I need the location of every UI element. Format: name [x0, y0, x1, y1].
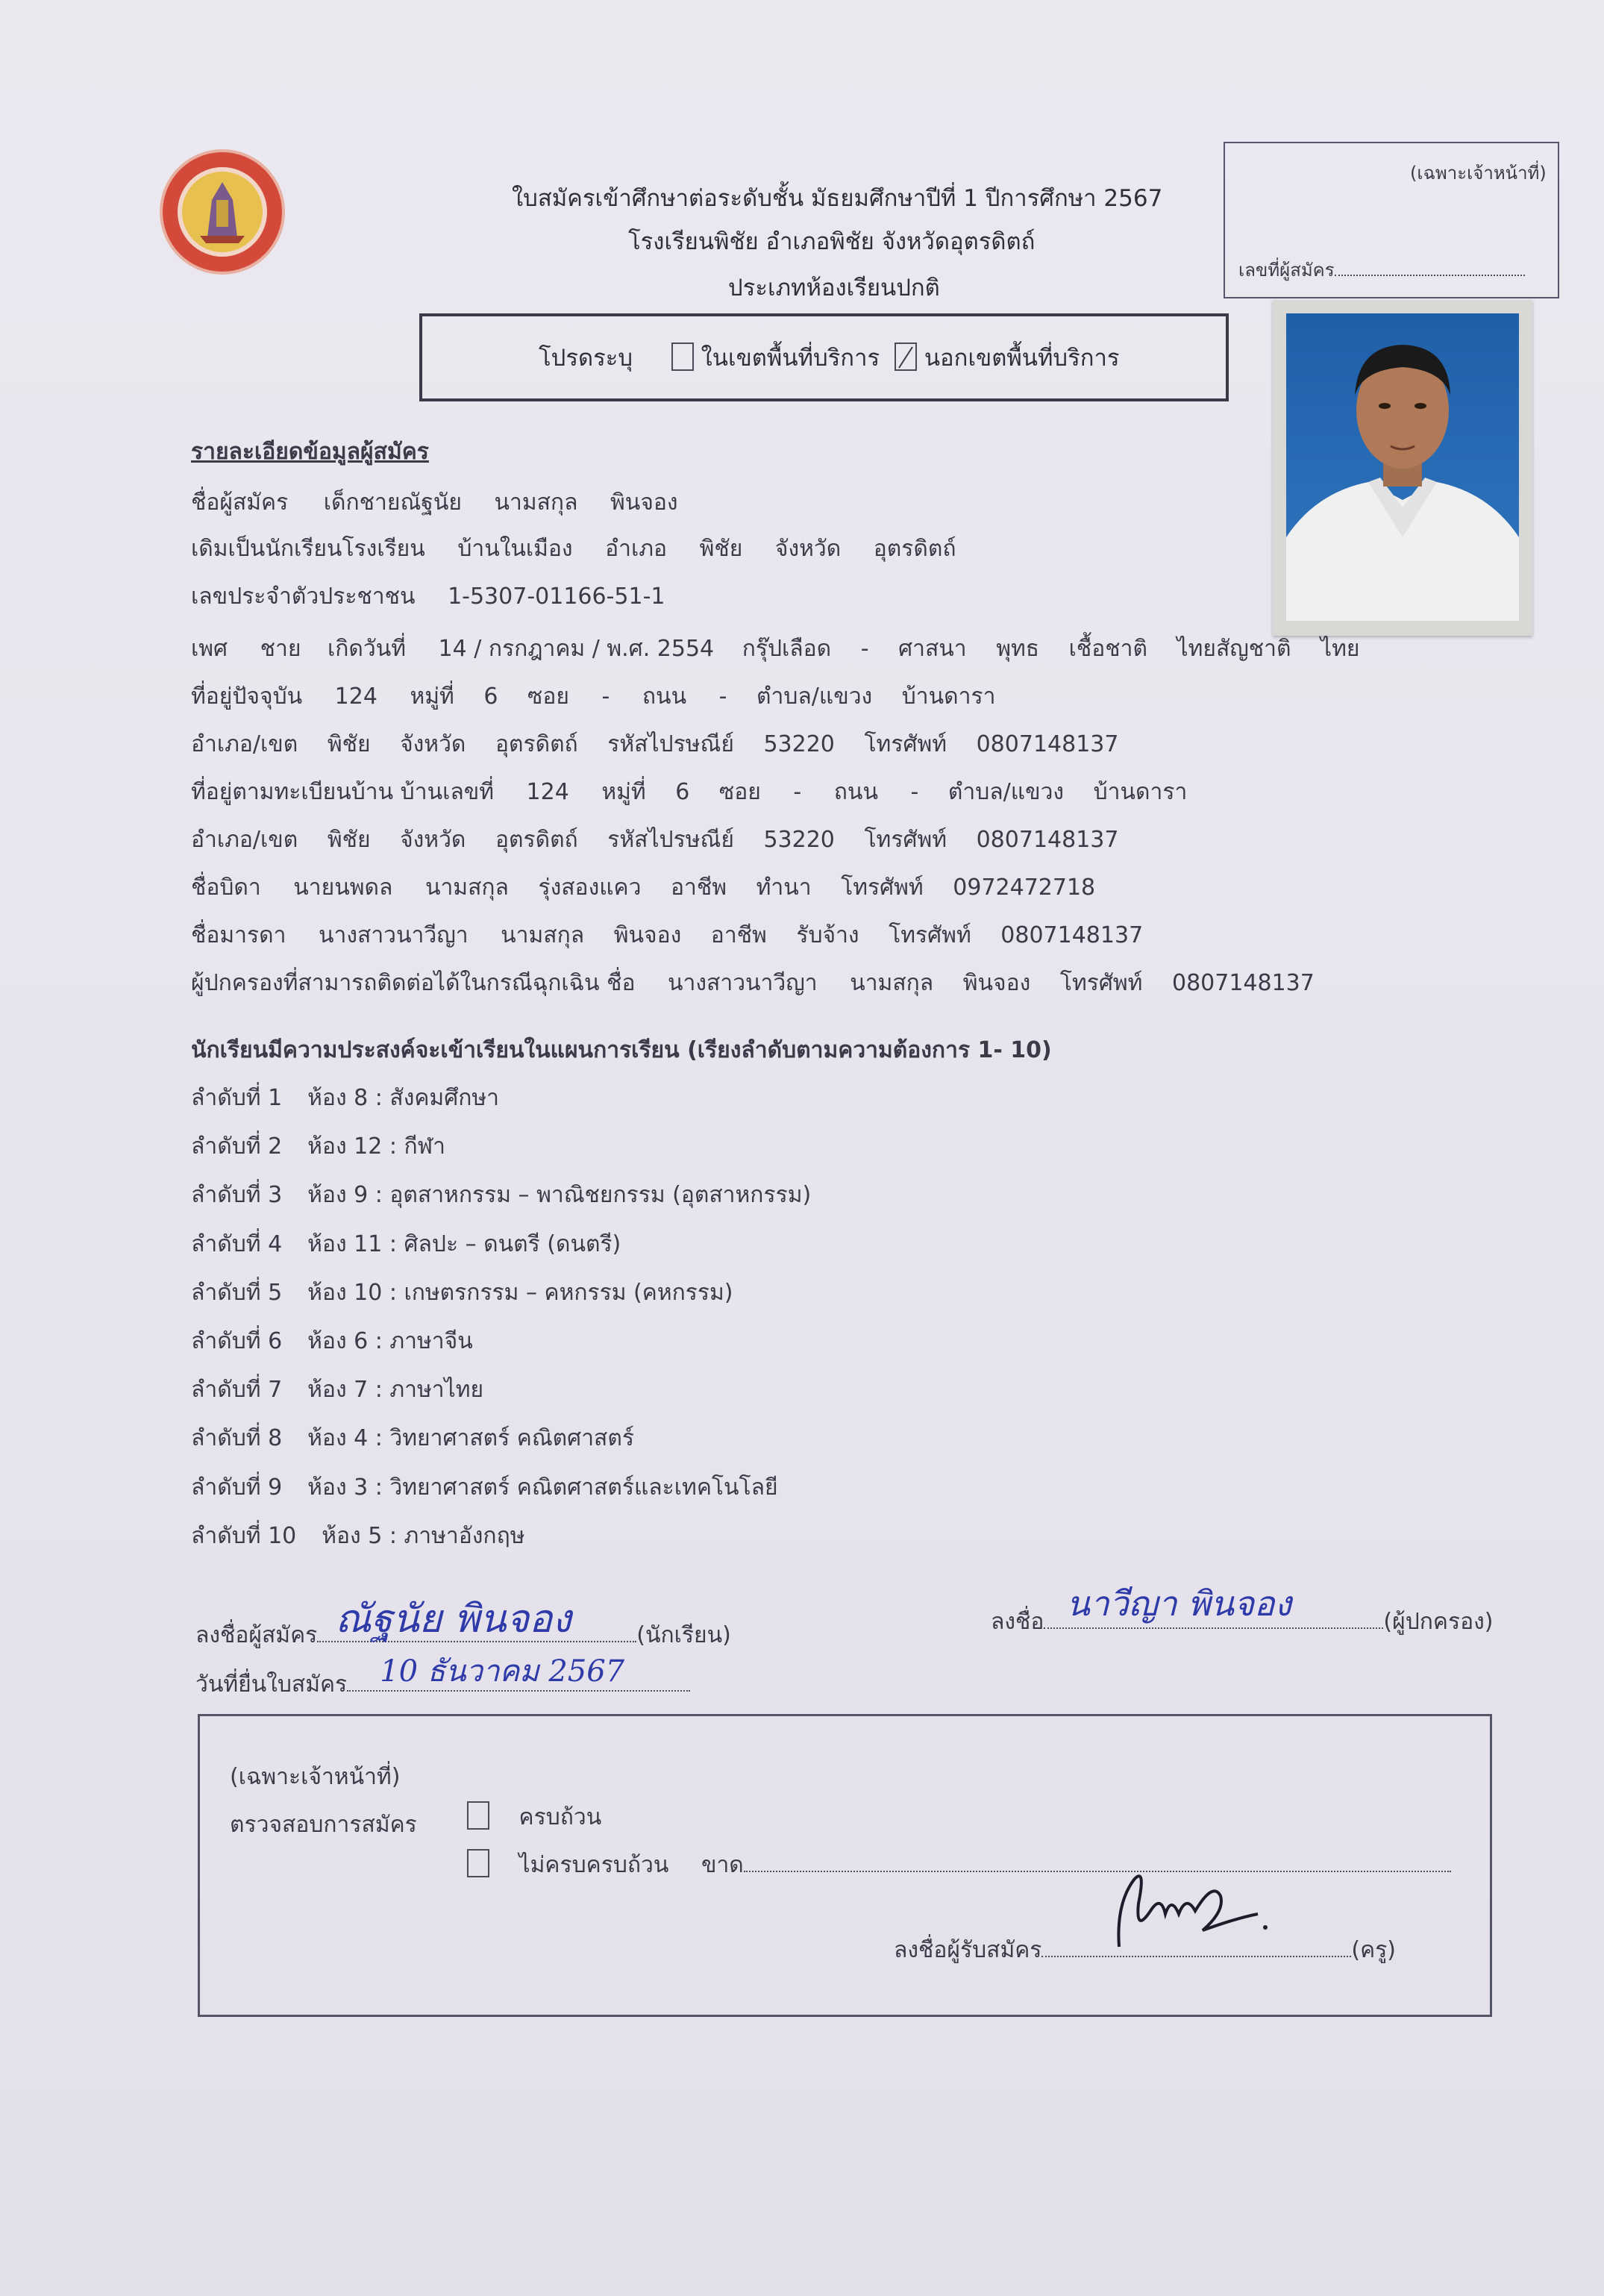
preference-room: ห้อง 10 : เกษตรกรรม – คหกรรม (คหกรรม)	[307, 1280, 733, 1306]
preference-row	[191, 1470, 778, 1505]
national-id-value: 1-5307-01166-51-1	[448, 584, 665, 610]
preference-room: ห้อง 4 : วิทยาศาสตร์ คณิตศาสตร์	[307, 1425, 634, 1451]
applicant-signature-label: ลงชื่อผู้สมัคร	[195, 1622, 318, 1648]
incomplete-label: ไม่ครบครบถ้วน	[519, 1852, 669, 1878]
preference-room: ห้อง 8 : สังคมศึกษา	[307, 1085, 500, 1111]
preference-rank: ลำดับที่ 7	[191, 1377, 283, 1403]
application-number-label: เลขที่ผู้สมัคร	[1238, 255, 1525, 284]
national-id-label: เลขประจำตัวประชาชน	[191, 584, 416, 610]
preference-row	[191, 1324, 473, 1359]
guardian-signature-label: ลงชื่อ	[991, 1609, 1044, 1635]
race-value: ไทย	[1177, 636, 1216, 662]
current-address-row-1: ที่อยู่ปัจจุบัน 124 หมู่ที่ 6 ซอย - ถนน - ตำบล/แขวง บ้านดารา	[191, 684, 996, 710]
preference-rank: ลำดับที่ 2	[191, 1133, 283, 1160]
student-portrait-image	[1286, 313, 1519, 621]
preference-row	[191, 1227, 621, 1262]
receiver-label: ลงชื่อผู้รับสมัคร	[894, 1937, 1042, 1963]
preference-rank: ลำดับที่ 6	[191, 1328, 283, 1354]
class-type: ประเภทห้องเรียนปกติ	[728, 275, 940, 301]
preference-rank: ลำดับที่ 5	[191, 1280, 283, 1306]
preference-rank: ลำดับที่ 3	[191, 1182, 283, 1208]
receiver-signature-field[interactable]	[1041, 1939, 1351, 1957]
preference-row	[191, 1177, 811, 1213]
preference-row	[191, 1275, 733, 1310]
complete-checkbox[interactable]	[467, 1801, 489, 1830]
application-number-field	[1335, 261, 1525, 276]
staff-box-title: (เฉพาะเจ้าหน้าที่)	[1410, 163, 1547, 184]
application-date-field[interactable]	[347, 1654, 690, 1692]
preference-row	[191, 1421, 634, 1456]
form-title: ใบสมัครเข้าศึกษาต่อระดับชั้น มัธยมศึกษาปีที่ 1 ปีการศึกษา 2567	[512, 185, 1163, 212]
first-name-value: เด็กชายณัฐนัย	[323, 489, 462, 516]
staff-verification-box	[198, 1714, 1492, 2017]
district-label: อำเภอ	[605, 536, 668, 562]
preference-room: ห้อง 5 : ภาษาอังกฤษ	[322, 1523, 525, 1549]
staff-section-title: (เฉพาะเจ้าหน้าที่)	[230, 1764, 401, 1790]
applicant-section-title: รายละเอียดข้อมูลผู้สมัคร	[191, 439, 429, 465]
in-area-label: ในเขตพื้นที่บริการ	[701, 345, 880, 372]
guardian-signature-field[interactable]	[1044, 1583, 1383, 1629]
preference-room: ห้อง 7 : ภาษาไทย	[307, 1377, 484, 1403]
district-value: พิชัย	[699, 536, 743, 562]
current-address-row-2: อำเภอ/เขต พิชัย จังหวัด อุตรดิตถ์ รหัสไปรษณีย์ 53220 โทรศัพท์ 0807148137	[191, 731, 1119, 757]
incomplete-checkbox[interactable]	[467, 1849, 489, 1877]
preference-rank: ลำดับที่ 9	[191, 1474, 283, 1501]
preference-row	[191, 1080, 499, 1116]
name-label: ชื่อผู้สมัคร	[191, 489, 289, 516]
preference-rank: ลำดับที่ 10	[191, 1523, 297, 1549]
gender-value: ชาย	[260, 636, 301, 662]
preference-room: ห้อง 3 : วิทยาศาสตร์ คณิตศาสตร์และเทคโนโลยี	[307, 1474, 778, 1501]
province-label: จังหวัด	[774, 536, 842, 562]
blood-type-value: -	[860, 636, 869, 662]
preference-row	[191, 1372, 483, 1407]
check-application-label: ตรวจสอบการสมัคร	[230, 1812, 417, 1838]
incomplete-option	[467, 1848, 1451, 1883]
applicant-signature-field[interactable]	[317, 1597, 636, 1642]
service-area-label: โปรดระบุ	[539, 345, 633, 372]
preference-rank: ลำดับที่ 1	[191, 1085, 283, 1111]
mother-row: ชื่อมารดา นางสาวนาวีญา นามสกุล พินจอง อาชีพ รับจ้าง โทรศัพท์ 0807148137	[191, 922, 1144, 948]
checkmark-icon	[896, 344, 915, 369]
preference-room: ห้อง 11 : ศิลปะ – ดนตรี (ดนตรี)	[307, 1231, 621, 1257]
out-area-label: นอกเขตพื้นที่บริการ	[924, 345, 1120, 372]
date-label: วันที่ยื่นใบสมัคร	[195, 1671, 348, 1698]
applicant-handwritten-signature: ณัฐนัย พินจอง	[335, 1597, 571, 1642]
school-seal-logo	[155, 148, 289, 276]
nationality-value: ไทย	[1321, 636, 1360, 662]
preference-row	[191, 1129, 445, 1164]
in-area-checkbox[interactable]	[671, 342, 694, 371]
staff-only-box	[1224, 142, 1559, 298]
applicant-name-row	[191, 485, 678, 520]
guardian-role-label: (ผู้ปกครอง)	[1383, 1609, 1494, 1635]
previous-school-row	[191, 531, 956, 566]
surname-label: นามสกุล	[494, 489, 578, 516]
missing-items-field[interactable]	[744, 1854, 1451, 1872]
preference-room: ห้อง 6 : ภาษาจีน	[307, 1328, 473, 1354]
guardian-signature-row	[991, 1583, 1494, 1639]
complete-option	[467, 1800, 601, 1835]
application-date-row	[195, 1654, 690, 1702]
missing-label: ขาด	[701, 1852, 744, 1878]
receiver-signature-row	[894, 1933, 1396, 1968]
province-value: อุตรดิตถ์	[873, 536, 956, 562]
handwritten-date: 10 ธันวาคม 2567	[380, 1654, 625, 1689]
preference-row	[191, 1518, 525, 1554]
applicant-photo	[1273, 300, 1532, 636]
religion-value: พุทธ	[996, 636, 1040, 662]
receiver-handwritten-signature	[1109, 1859, 1273, 1956]
preferences-title: นักเรียนมีความประสงค์จะเข้าเรียนในแผนการเรียน (เรียงลำดับตามความต้องการ 1- 10)	[191, 1037, 1052, 1063]
national-id-row	[191, 579, 665, 614]
complete-label: ครบถ้วน	[519, 1804, 602, 1830]
preference-rank: ลำดับที่ 8	[191, 1425, 283, 1451]
surname-value: พินจอง	[610, 489, 678, 516]
preference-rank: ลำดับที่ 4	[191, 1231, 283, 1257]
applicant-role-label: (นักเรียน)	[636, 1622, 731, 1648]
receiver-role-label: (ครู)	[1351, 1937, 1397, 1963]
registered-address-row-1: ที่อยู่ตามทะเบียนบ้าน บ้านเลขที่ 124 หมู่ที่ 6 ซอย - ถนน - ตำบล/แขวง บ้านดารา	[191, 779, 1188, 805]
guardian-handwritten-signature: นาวีญา พินจอง	[1066, 1583, 1291, 1624]
preference-room: ห้อง 12 : กีฬา	[307, 1133, 446, 1160]
school-name: โรงเรียนพิชัย อำเภอพิชัย จังหวัดอุตรดิตถ์	[628, 228, 1036, 255]
registered-address-row-2: อำเภอ/เขต พิชัย จังหวัด อุตรดิตถ์ รหัสไปรษณีย์ 53220 โทรศัพท์ 0807148137	[191, 827, 1119, 853]
personal-info-row: เพศ ชาย เกิดวันที่ 14 / กรกฎาคม / พ.ศ. 2554 กรุ๊ปเลือด - ศาสนา พุทธ เชื้อชาติ ไทยสัญชาติ ไทย	[191, 636, 1360, 662]
prev-school-label: เดิมเป็นนักเรียนโรงเรียน	[191, 536, 425, 562]
prev-school-value: บ้านในเมือง	[457, 536, 573, 562]
father-row: ชื่อบิดา นายนพดล นามสกุล รุ่งสองแคว อาชีพ ทำนา โทรศัพท์ 0972472718	[191, 875, 1096, 901]
service-area-selector	[419, 313, 1229, 401]
preference-room: ห้อง 9 : อุตสาหกรรม – พาณิชยกรรม (อุตสาหกรรม)	[307, 1182, 812, 1208]
emergency-contact-row: ผู้ปกครองที่สามารถติดต่อได้ในกรณีฉุกเฉิน ชื่อ นางสาวนาวีญา นามสกุล พินจอง โทรศัพท์ 0807148137	[191, 970, 1315, 996]
birth-date-value: 14 / กรกฎาคม / พ.ศ. 2554	[438, 636, 715, 662]
out-area-checkbox[interactable]	[895, 342, 917, 371]
